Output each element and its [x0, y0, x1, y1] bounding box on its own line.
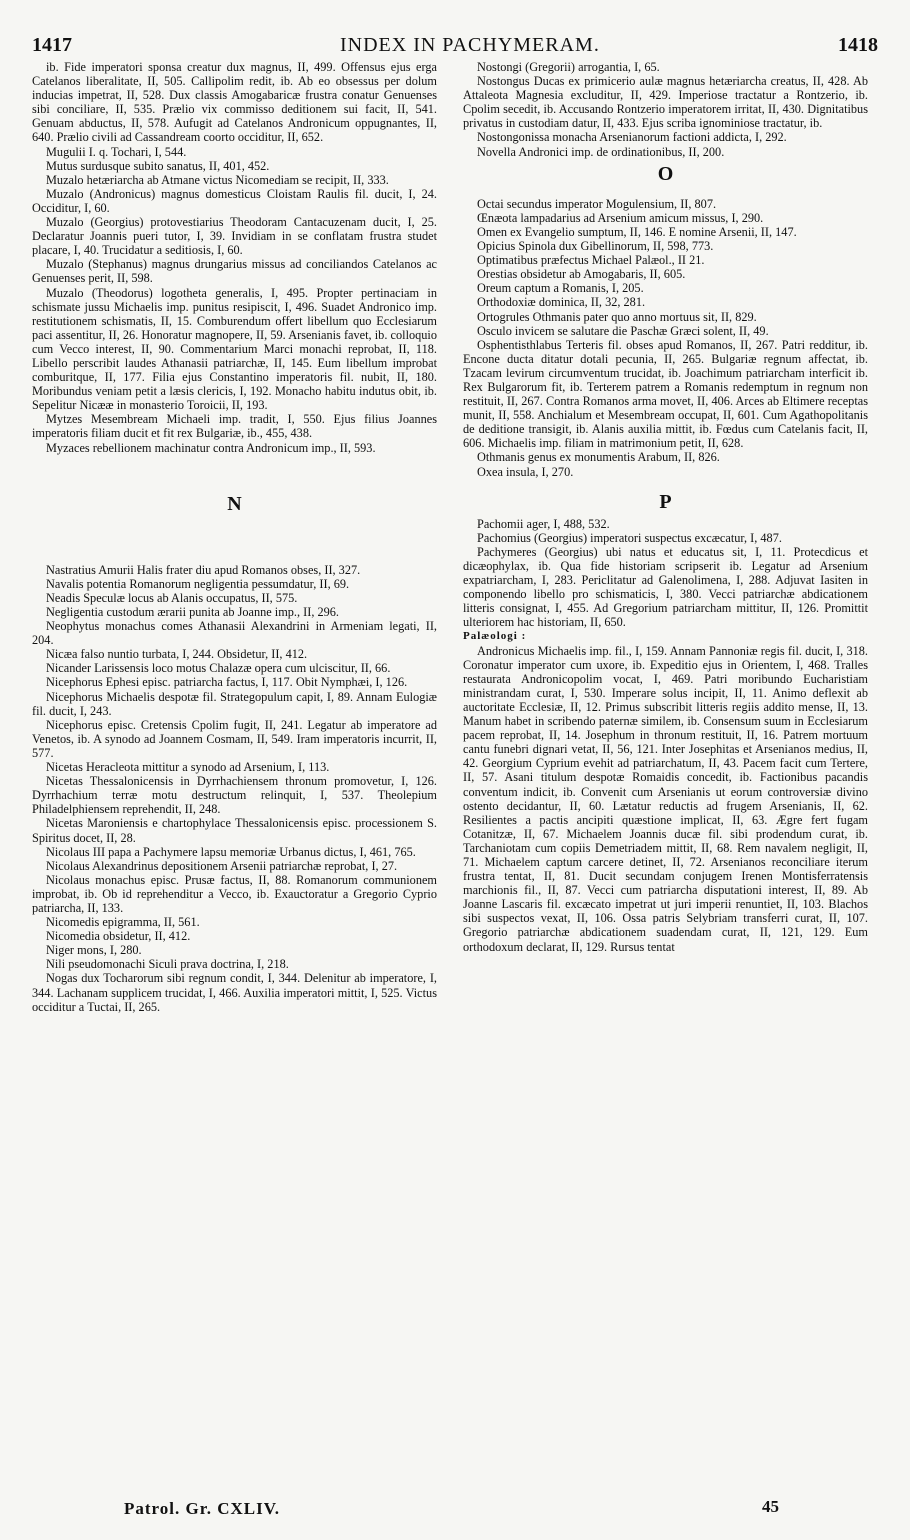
index-entry: Oxea insula, I, 270.	[477, 464, 574, 479]
index-entry: Nicolaus monachus episc. Prusæ factus, II, 88. Romanorum communionem improbat, ib. Ob id reprehenditur a Vecco, ib. Exauctoratur a Gregorio Cyprio patriarcha, II, 133.	[32, 872, 437, 915]
index-entry: Mutus surdusque subito sanatus, II, 401, 452.	[46, 158, 270, 173]
page-number-right: 1418	[838, 34, 878, 56]
page-number-left: 1417	[32, 34, 72, 56]
index-entry: Osphentisthlabus Terteris fil. obses apud Romanos, II, 267. Patri redditur, ib. Encone ducta ditatur dotali pecunia, II, 265. Bulgariæ regnum affectat, ib. Tzacam levirum circumventum trucidat, ib. Joachimum patriarcham interficit ib. Rex Bulgarorum fit, ib. Terterem patrem a Romanis redemptum in regnum non restituit, II, 267. Contra Romanos arma movet, II, 406. Arces ab Eltimere receptas munit, II, 558. Anchialum et Mesembream occupat, II, 601. Cum Agathopolitanis de deditione transigit, ib. Alanis auxilia mittit, ib. Fœdus cum Catelanis facit, II, 606. Michaelis imp. filiam in matrimonium petit, II, 628.	[463, 337, 868, 451]
index-entry: Niger mons, I, 280.	[46, 943, 142, 958]
index-entry: Nili pseudomonachi Siculi prava doctrina, I, 218.	[46, 957, 289, 972]
index-entry: Nicolaus Alexandrinus depositionem Arsenii patriarchæ reprobat, I, 27.	[46, 858, 398, 873]
index-entry: Nastratius Amurii Halis frater diu apud Romanos obses, II, 327.	[46, 562, 361, 577]
index-entry: ib. Fide imperatori sponsa creatur dux magnus, II, 499. Offensus ejus erga Catelanos liberalitate, II, 505. Callipolim redit, ib. Ab eo obsessus per dolum inducias impetrat, II, 528. Dux classis Amogabaricæ frustra conatur Genuenses sibi conciliare, II, 535. Prælio vix commisso deditionem sui facit, II, 541. Genuam abductus, II, 578. Aufugit ad Catelanos Andronicum oppugnantes, II, 640. Prælio civili ad Cassandream coorto occiditur, II, 652.	[32, 60, 437, 145]
index-entry: Ortogrules Othmanis pater quo anno mortuus sit, II, 829.	[477, 309, 757, 324]
index-entry: Nicomedia obsidetur, II, 412.	[46, 929, 191, 944]
entries-p	[463, 517, 868, 630]
index-entry: Pachomii ager, I, 488, 532.	[477, 516, 610, 531]
index-entry: Orthodoxiæ dominica, II, 32, 281.	[477, 295, 646, 310]
index-entry: Negligentia custodum ærarii punita ab Joanne imp., II, 296.	[46, 605, 340, 619]
index-entry: Nostongi (Gregorii) arrogantia, I, 65.	[477, 60, 660, 74]
entries-m	[32, 60, 437, 455]
entries-palaeologi	[463, 644, 868, 954]
index-entry: Nicander Larissensis loco motus Chalazæ opera cum ulciscitur, II, 66.	[46, 661, 391, 676]
index-entry: Nicetas Maroniensis e chartophylace Thessalonicensis episc. processionem S. Spiritus docet, II, 28.	[32, 816, 437, 845]
index-entry: Othmanis genus ex monumentis Arabum, II, 826.	[477, 450, 720, 465]
index-entry: Octai secundus imperator Mogulensium, II, 807.	[477, 196, 717, 211]
index-entry: Nicæa falso nuntio turbata, I, 244. Obsidetur, II, 412.	[46, 647, 308, 662]
index-entry: Nicomedis epigramma, II, 561.	[46, 915, 200, 930]
index-entry: Mugulii I. q. Tochari, I, 544.	[46, 144, 187, 159]
index-entry: Nostongonissa monacha Arsenianorum factioni addicta, I, 292.	[477, 130, 787, 145]
index-entry: Optimatibus præfectus Michael Palæol., II 21.	[477, 253, 705, 268]
index-entry: Nicolaus III papa a Pachymere lapsu memoriæ Urbanus dictus, I, 461, 765.	[46, 844, 416, 859]
index-entry: Mytzes Mesembream Michaeli imp. tradit, I, 550. Ejus filius Joannes imperatoris filiam ducit et fit rex Bulgariæ, ib., 455, 438.	[32, 412, 437, 441]
subheading-palaeologi: Palæologi :	[463, 630, 527, 643]
index-entry: Nogas dux Tocharorum sibi regnum condit, I, 344. Delenitur ab imperatore, I, 344. Lachanam supplicem trucidat, I, 466. Auxilia imperatori mittit, I, 525. Victus occiditur a Tuctai, II, 265.	[32, 971, 437, 1014]
index-entry: Muzalo (Andronicus) magnus domesticus Cloistam Raulis fil. ducit, I, 24. Occiditur, I, 60.	[32, 186, 437, 215]
index-entry: Nicephorus Michaelis despotæ fil. Strategopulum capit, I, 89. Annam Eulogiæ fil. ducit, I, 243.	[32, 689, 437, 718]
footer-signature: Patrol. Gr. CXLIV.	[124, 1499, 281, 1518]
index-entry: Pachomius (Georgius) imperatori suspectus excæcatur, I, 487.	[477, 530, 782, 545]
index-entry: Osculo invicem se salutare die Paschæ Græci solent, II, 49.	[477, 323, 769, 338]
left-column	[32, 60, 437, 1014]
index-entry: Nostongus Ducas ex primicerio aulæ magnus hetæriarcha creatus, II, 428. Ab Attaleota Magnesia excluditur, II, 429. Imperiose tractatur a Rontzerio, ib. Cpolim secedit, ib. Accusando Rontzerio imperatorem irritat, II, 430. Dignitatibus privatus in custodiam datur, II, 433. Ejus scriba ignominiose tractatur, ib.	[463, 74, 868, 131]
index-entry: Nicephorus Ephesi episc. patriarcha factus, I, 117. Obit Nymphæi, I, 126.	[46, 675, 408, 690]
index-entry: Novella Andronici imp. de ordinationibus, II, 200.	[477, 144, 725, 159]
index-entry: Navalis potentia Romanorum negligentia pessumdatur, II, 69.	[46, 576, 350, 591]
running-title: INDEX IN PACHYMERAM.	[340, 34, 600, 56]
index-entry: Pachymeres (Georgius) ubi natus et educatus sit, I, 11. Protecdicus et dicæophylax, ib. Qua fide historiam scripserit ib. Legatur ad Arsenium expatriarcham, I, 283. Periclitatur ad Galenolimena, I, 288. Adjuvat Iasiten in componendo libello pro schismaticis, I, 380. Vecci patriarchæ abdicationem litteris consignat, I, 455. Ad Gregorium patriarcham mittitur, II, 126. Promittit ulteriorem hac historiam, II, 650.	[463, 544, 868, 630]
index-entry: Neadis Speculæ locus ab Alanis occupatus, II, 575.	[46, 590, 298, 605]
index-entry: Nicetas Thessalonicensis in Dyrrhachiensem thronum promovetur, I, 126. Dyrrhachium terræ motu destructum relinquit, I, 537. Theolepium Philadelphiensem reprehendit, II, 248.	[32, 774, 437, 817]
index-entry: Muzalo (Georgius) protovestiarius Theodoram Cantacuzenam ducit, I, 25. Declaratur Joannis pueri tutor, I, 39. Invidiam in se conflatam frustra studet placare, I, 40. Trucidatur a seditiosis, I, 60.	[32, 215, 437, 258]
entries-n-continued	[463, 60, 868, 159]
index-entry: Œnæota lampadarius ad Arsenium amicum missus, I, 290.	[477, 210, 764, 225]
index-entry: Nicephorus episc. Cretensis Cpolim fugit, II, 241. Legatur ab imperatore ad Venetos, ib. A synodo ad Joannem Cosmam, II, 549. Iram imperatoris incurrit, II, 577.	[32, 717, 437, 760]
index-entry: Andronicus Michaelis imp. fil., I, 159. Annam Pannoniæ regis fil. ducit, I, 318. Coronatur imperator cum uxore, ib. Expeditio ejus in Orientem, I, 468. Tralles restaurata Andronicopolim vocat, I, 469. Patri moribundo Eucharistiam ministrandam curat, I, 530. Imperare solus incipit, II, 11. Animo deflexit ab auctoritate Ecclesiæ, II, 12. Primus subscribit litteris regiis addito mense, II, 13. Manum habet in scribendo paternæ similem, ib. Consensum suum in Ecclesiarum pacem reprobat, II, 14. Josephum in thronum restituit, II, 16. Patrem mortuum cantu funebri dignari vetat, II, 56, 121. Inter Josephitas et Arsenianos medius, II, 42. Georgium Cyprium evehit ad patriarchatum, II, 43. Pacem facit cum Tertere, II, 57. Asani titulum despotæ Romaidis concedit, ib. Factionibus pacandis conventum indicit, ib. Convenit cum Arsenianis ut eorum controversiæ divino ostento decidantur, II, 60. Lætatur reductis ad frugem Arsenianis, II, 62. Resilientes a pactis ancipiti quæstione implicat, II, 63. Ægre fert fugam Cotanitzæ, II, 67. Michaelem Joannis ducæ fil. sibi prodendum curat, ib. Tarchaniotam cum copiis Demetriadem mittit, II, 68. Rem navalem negligit, II, 71. Michaelem captum carcere detinet, II, 72. Arsenianos reconciliare iterum frustra tentat, II, 81. Ducit secundam conjugem Irenen Montisferratensis marchionis fil., II, 87. Vecci cum patriarcha disputationi interest, II, 89. Ab Joanne Lascaris fil. excæcato impetrat ut juri imperii renuntiet, II, 103. Blachos sibi suspectos vexat, II, 106. Ossa patris Selybriam transferri curat, II, 107. Gregorio patriarchæ abdicationem suadendam curat, II, 121, 129. Eum orthodoxum declarat, II, 129. Rursus tentat	[463, 643, 868, 954]
index-entry: Muzalo hetæriarcha ab Atmane victus Nicomediam se recipit, II, 333.	[46, 172, 389, 187]
index-entry: Muzalo (Theodorus) logotheta generalis, I, 495. Propter pertinaciam in schismate jussu Michaelis imp. punitus resipiscit, I, 496. Suadet Andronico imp. restitutionem schismatis, II, 15. Comburendum offert libellum quo Ecclesiarum paci assentitur, II, 26. Honoratur magnopere, II, 59. Arsenianis favet, ib. colloquio cum Vecco interest, II, 90. Commentarium Marci monachi reprobat, II, 118. Libello perscribit laudes Athanasii patriarchæ, II, 145. Eum libellum improbat comburitque, II, 177. Filia ejus Constantino imperatoris fil. nubit, II, 180. Moribundus veniam petit a læsis clericis, I, 192. Monacho habitu indutus obit, ib. Sepelitur Nicææ in monasterio Toroicii, II, 193.	[32, 285, 437, 413]
section-letter-p: P	[659, 490, 672, 513]
index-entry: Orestias obsidetur ab Amogabaris, II, 605.	[477, 267, 686, 282]
index-entry: Myzaces rebellionem machinatur contra Andronicum imp., II, 593.	[46, 440, 376, 455]
index-entry: Neophytus monachus comes Athanasii Alexandrini in Armeniam legati, II, 204.	[32, 619, 437, 648]
index-entry: Omen ex Evangelio sumptum, II, 146. E nomine Arsenii, II, 147.	[477, 224, 797, 239]
entries-n	[32, 563, 437, 1014]
index-entry: Muzalo (Stephanus) magnus drungarius missus ad conciliandos Catelanos ac Genuenses perit, II, 598.	[32, 257, 437, 286]
right-column	[463, 60, 868, 954]
index-entry: Oreum captum a Romanis, I, 205.	[477, 281, 644, 296]
entries-o	[463, 197, 868, 479]
page-header	[0, 34, 910, 60]
section-letter-n: N	[227, 492, 242, 515]
index-entry: Nicetas Heracleota mittitur a synodo ad Arsenium, I, 113.	[46, 760, 330, 775]
index-entry: Opicius Spinola dux Gibellinorum, II, 598, 773.	[477, 239, 714, 254]
footer-number: 45	[762, 1497, 779, 1516]
section-letter-o: O	[657, 162, 674, 185]
